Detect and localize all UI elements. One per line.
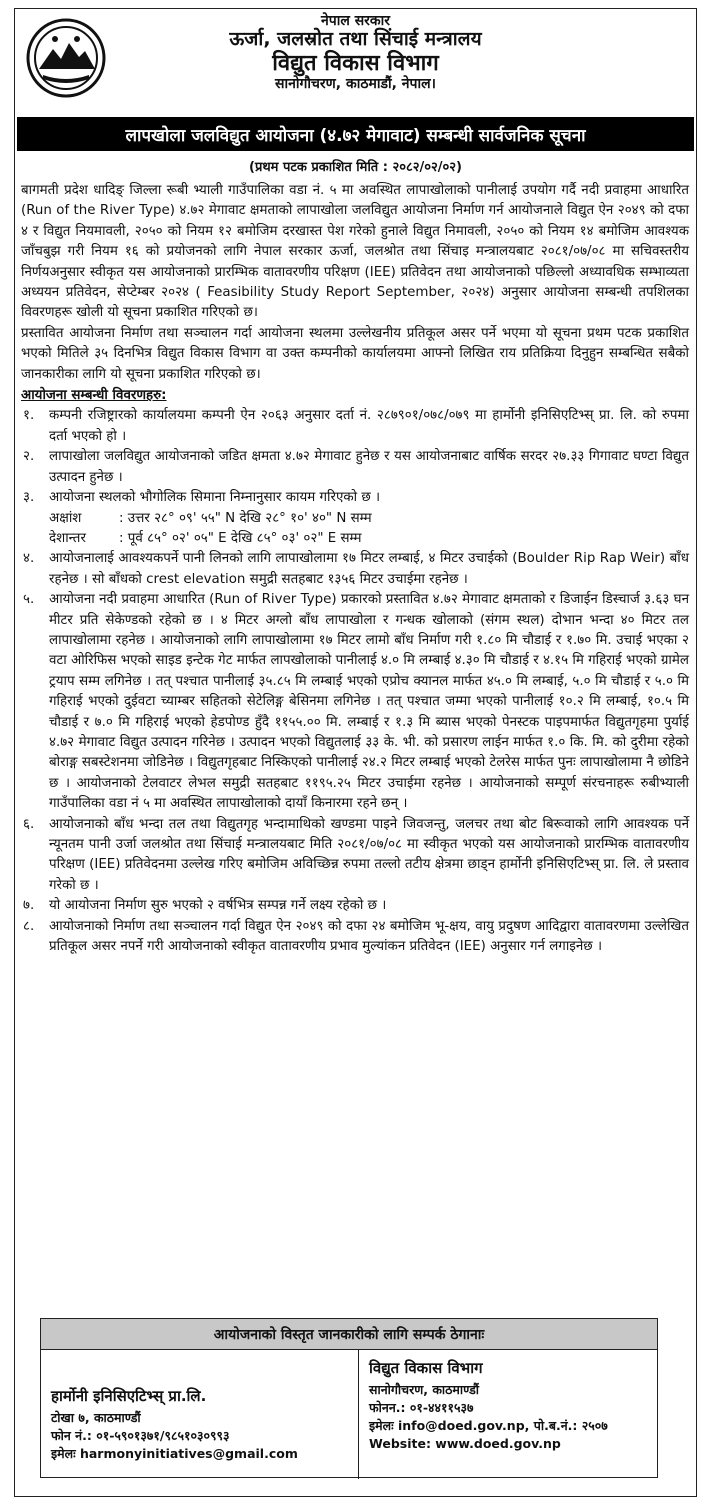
publication-date: (प्रथम पटक प्रकाशित मिति : २०८२/०२/०२) bbox=[249, 160, 462, 175]
intro-paragraph-2: प्रस्तावित आयोजना निर्माण तथा सञ्चालन गर्दा आयोजना स्थलमा उल्लेखनीय प्रतिकूल असर पर्ने भएमा यो सूचना प्रथम पटक प्रकाशित भएको मितिले ३५ दिनभित्र विद्युत विकास विभाग वा उक्त कम्पनीको कार्यालयमा आफ्नो लिखित राय प्रतिक्रिया दिनुहुन सम्बन्धित सबैको जानकारीका लागि यो सूचना प्रकाशित गरिएको छ। bbox=[21, 325, 689, 382]
list-item bbox=[21, 815, 689, 897]
list-item-number: ८. bbox=[23, 918, 35, 934]
department-email: इमेलः info@doed.gov.np, पो.ब.नं.: २५०७ bbox=[369, 1418, 608, 1433]
department-address: सानोगौचरण, काठमाण्डौं bbox=[369, 1382, 480, 1397]
list-item-text: आयोजना नदी प्रवाहमा आधारित (Run of River Type) प्रकारको प्रस्तावित ४.७२ मेगावाट क्षमताको र डिजाईन डिस्चार्ज ३.६३ घन मीटर प्रति सेकेण्डको रहेको छ । ४ मिटर अग्लो बाँध लापाखोला र गन्धक खोलाको (संगम स्थल) दोभान भन्दा ४० मिटर तल लापाखोलामा रहनेछ । आयोजनाको लागि लापाखोलामा १७ मिटर लामो बाँध निर्माण गरी १.८० मि चौडाई र १.७० मि. उचाई भएका २ वटा ओरिफिस भएको साइड इन्टेक गेट मार्फत लापखोलाको पानीलाई ४.० मि लम्बाई ४.३० मि चौडाई र ४.१५ मि गहिराई भएको ग्रामेल ट्रयाप सम्म लगिनेछ । तत् पश्चात पानीलाई ३५.८५ मि लम्बाई भएको एप्रोच क्यानल मार्फत ४५.० मि लम्बाई, ५.० मि चौडाई र ५.० मि गहिराई भएको दुईवटा च्याम्बर सहितको सेटेलिङ्ग बेसिनमा लगिनेछ । तत् पश्चात जम्मा भएको पानीलाई १०.२ मि लम्बाई, १०.५ मि चौडाई र ७.० मि गहिराई भएको हेडपोण्ड हुँदै ११५५.०० मि. लम्बाई र १.३ मि ब्यास भएको पेनस्टक पाइपमार्फत विद्युतगृहमा पुर्याई ४.७२ मेगावाट विद्युत उत्पादन गरिनेछ । उत्पादन भएको विद्युतलाई ३३ के. भी. को प्रसारण लाईन मार्फत १.० कि. मि. को दुरीमा रहेको बोराङ्ग सबस्टेशनमा जोडिनेछ । विद्युतगृहबाट निस्किएको पानीलाई २४.२ मिटर लम्बाई भएको टेलरेस मार्फत पुनः लापाखोलामा नै छोडिने छ । आयोजनाको टेलवाटर लेभल समुद्री सतहबाट ११९५.२५ मिटर उचाईमा रहनेछ । आयोजनाको सम्पूर्ण संरचनाहरू रुबीभ्याली गाउँपालिका वडा नं ५ मा अवस्थित लापाखोलाको दायाँ किनारमा रहने छन् । bbox=[49, 592, 689, 812]
list-item-text: आयोजनाको निर्माण तथा सञ्चालन गर्दा विद्युत ऐन २०४९ को दफा २४ बमोजिम भू-क्षय, वायु प्रदुषण आदिद्वारा वातावरणमा उल्लेखित प्रतिकूल असर नपर्ने गरी आयोजनाको स्वीकृत वातावरणीय प्रभाव मुल्यांकन प्रतिवेदन (IEE) अनुसार गर्न लगाइनेछ । bbox=[49, 918, 689, 955]
intro-paragraph-1: बागमती प्रदेश धादिङ् जिल्ला रूबी भ्याली गाउँपालिका वडा नं. ५ मा अवस्थित लापाखोलाको पानीलाई उपयोग गर्दै नदी प्रवाहमा आधारित (Run of the River Type) ४.७२ मेगावाट क्षमताको लापाखोला जलविद्युत आयोजना निर्माण गर्न आयोजनाले विद्युत ऐन २०४९ को दफा ४ र विद्युत नियमावली, २०५० को नियम १२ बमोजिम दरखास्त पेश गरेको हुनाले विद्युत निमावली, २०५० को नियम १४ बमोजिम आवश्यक जाँचबुझ गरी नियम १६ को प्रयोजनको लागि नेपाल सरकार ऊर्जा, जलश्रोत तथा सिंचाइ मन्त्रालयबाट २०८१/०७/०८ मा सचिवस्तरीय निर्णयअनुसार स्वीकृत यस आयोजनाको प्रारम्भिक वातावरणीय परिक्षण (IEE) प्रतिवेदन तथा आयोजनाको पछिल्लो अध्यावधिक सम्भाव्यता अध्ययन प्रतिवेदन, सेप्टेम्बर २०२४ ( Feasibility Study Report September, २०२४) अनुसार आयोजना सम्बन्धी तपशिलका विवरणहरू खोली यो सूचना प्रकाशित गरिएको छ। bbox=[21, 183, 689, 321]
notice-page bbox=[14, 8, 697, 1497]
list-item-number: ६. bbox=[23, 816, 35, 832]
company-contact bbox=[41, 1350, 359, 1479]
list-item bbox=[21, 549, 689, 590]
latitude-value: : उत्तर २८° ०९' ५५" N देखि २८° १०' ४०" N सम्म bbox=[119, 510, 372, 526]
list-item-number: २. bbox=[23, 449, 35, 465]
contact-columns bbox=[41, 1350, 657, 1479]
latitude-label: अक्षांश bbox=[49, 510, 82, 526]
section-title: आयोजना सम्बन्धी विवरणहरु: bbox=[21, 388, 167, 404]
list-item bbox=[21, 590, 689, 814]
list-item-text: आयोजनाको बाँध भन्दा तल तथा विद्युतगृह भन्दामाथिको खण्डमा पाइने जिवजन्तु, जलचर तथा बोट बिरूवाको लागि आवश्यक पर्ने न्यूनतम पानी उर्जा जलश्रोत तथा सिंचाई मन्त्रालयबाट मिति २०८१/०७/०८ मा स्वीकृत भएको यस आयोजनाको प्रारम्भिक वातावरणीय परिक्षण (IEE) प्रतिवेदनमा उल्लेख गरिए बमोजिम अविच्छिन्न रुपमा तल्लो तटीय क्षेत्रमा छाड्न हार्मोनी इनिसिएटिभ्स् प्रा. लि. ले प्रस्ताव गरेको छ । bbox=[49, 816, 689, 893]
department-name: विद्युत विकास विभाग bbox=[272, 50, 439, 76]
list-item-number: ३. bbox=[23, 490, 35, 506]
ministry-name: ऊर्जा, जलस्रोत तथा सिंचाई मन्त्रालय bbox=[229, 28, 482, 51]
list-item-text: आयोजना स्थलको भौगोलिक सिमाना निम्नानुसार कायम गरिएको छ । bbox=[49, 490, 381, 506]
company-name: हार्मोनी इनिसिएटिभ्स् प्रा.लि. bbox=[51, 1387, 207, 1405]
header bbox=[15, 9, 696, 113]
company-address: टोखा ७, काठमाण्डौं bbox=[51, 1410, 141, 1425]
header-line-1: नेपाल सरकार bbox=[320, 13, 390, 29]
company-phone: फोन नं.: ०१-५९०१३७१/९८५१०३०९९३ bbox=[51, 1428, 230, 1443]
department-contact-name: विद्युत विकास विभाग bbox=[369, 1359, 483, 1377]
list-item-number: ५. bbox=[23, 592, 35, 608]
list-item bbox=[21, 896, 689, 916]
longitude-value: : पूर्व ८५° ०२' ०५" E देखि ८५° ०३' ०२" E सम्म bbox=[119, 530, 362, 546]
list-item-number: ७. bbox=[23, 898, 35, 914]
list-item-number: ४. bbox=[23, 551, 35, 567]
contact-box bbox=[40, 1318, 658, 1478]
nepal-emblem-icon bbox=[25, 17, 107, 99]
list-item-text: यो आयोजना निर्माण सुरु भएको २ वर्षभित्र सम्पन्न गर्ने लक्ष्य रहेको छ । bbox=[49, 898, 387, 914]
list-item bbox=[21, 447, 689, 488]
details-list bbox=[21, 406, 689, 957]
list-item bbox=[21, 488, 689, 549]
department-contact bbox=[359, 1350, 657, 1479]
longitude-label: देशान्तर bbox=[49, 530, 86, 546]
header-address: सानोगौचरण, काठमाडौं, नेपाल। bbox=[275, 76, 436, 93]
company-email: इमेलः harmonyinitiatives@gmail.com bbox=[51, 1446, 298, 1461]
list-item bbox=[21, 917, 689, 958]
notice-body bbox=[21, 181, 689, 957]
list-item-text: लापाखोला जलविद्युत आयोजनाको जडित क्षमता ४.७२ मेगावाट हुनेछ र यस आयोजनाबाट वार्षिक सरदर २७.३३ गिगावाट घण्टा विद्युत उत्पादन हुनेछ । bbox=[49, 449, 689, 485]
list-item bbox=[21, 406, 689, 447]
list-item-number: १. bbox=[23, 408, 35, 424]
contact-title: आयोजनाको विस्तृत जानकारीको लागि सम्पर्क ठेगानाः bbox=[41, 1319, 657, 1350]
latitude-row bbox=[49, 509, 689, 529]
department-website: Website: www.doed.gov.np bbox=[369, 1436, 561, 1451]
notice-title-banner: लापखोला जलविद्युत आयोजना (४.७२ मेगावाट) सम्बन्धी सार्वजनिक सूचना bbox=[17, 117, 694, 151]
longitude-row bbox=[49, 529, 689, 549]
department-phone: फोनन.: ०१-४४११५३७ bbox=[369, 1400, 474, 1415]
list-item-text: कम्पनी रजिष्ट्रारको कार्यालयमा कम्पनी ऐन २०६३ अनुसार दर्ता नं. २८७९०१/०७८/०७९ मा हार्मोनी इनिसिएटिभ्स् प्रा. लि. को रुपमा दर्ता भएको हो । bbox=[49, 408, 689, 444]
list-item-text: आयोजनालाई आवश्यकपर्ने पानी लिनको लागि लापाखोलामा १७ मिटर लम्बाई, ४ मिटर उचाईको (Boulder Rip Rap Weir) बाँध रहनेछ । सो बाँधको crest elevation समुद्री सतहबाट १३५६ मिटर उचाईमा रहनेछ । bbox=[49, 551, 689, 587]
